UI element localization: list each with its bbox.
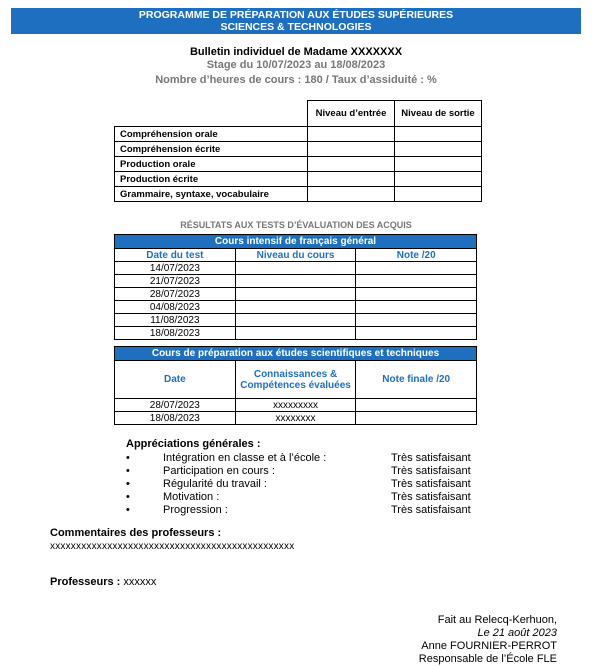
table-row: 11/08/2023 [115, 314, 236, 327]
appreciation-label: Motivation : [163, 491, 220, 503]
table-row: 18/08/2023 [115, 412, 236, 425]
table-row: 18/08/2023 [115, 327, 236, 340]
table-row: 28/07/2023 [115, 399, 236, 412]
comments-text: xxxxxxxxxxxxxxxxxxxxxxxxxxxxxxxxxxxxxxxxxxxxxxx [50, 541, 295, 552]
bullet: • [126, 478, 130, 490]
bullet: • [126, 504, 130, 516]
program-banner [11, 8, 581, 34]
appreciation-value: Très satisfaisant [391, 452, 471, 464]
signature-name: Anne FOURNIER-PERROT [421, 640, 557, 652]
col-date: Date [115, 361, 236, 399]
col-final-grade: Note finale /20 [356, 361, 477, 399]
skill-row-label: Production orale [115, 157, 308, 172]
skill-row-label: Compréhension orale [115, 127, 308, 142]
stage-period: Stage du 10/07/2023 au 18/08/2023 [206, 59, 386, 71]
comments-title: Commentaires des professeurs : [50, 527, 222, 539]
col-entry-level: Niveau d’entrée [308, 101, 395, 127]
bulletin-title: Bulletin individuel de Madame XXXXXXX [189, 46, 403, 58]
skill-row-label: Grammaire, syntaxe, vocabulaire [115, 187, 308, 202]
appreciation-label: Intégration en classe et à l’école : [163, 452, 327, 464]
col-grade: Note /20 [356, 249, 477, 262]
skill-row-label: Production écrite [115, 172, 308, 187]
bullet: • [126, 452, 130, 464]
col-skills: Connaissances & Compétences évaluées [235, 361, 356, 399]
signature-place: Fait au Relecq-Kerhuon, [437, 614, 557, 626]
banner-line-1: PROGRAMME DE PRÉPARATION AUX ÉTUDES SUPÉRIEURES [138, 9, 454, 21]
appreciation-value: Très satisfaisant [391, 504, 471, 516]
hours-attendance: Nombre d’heures de cours : 180 / Taux d’assiduité : % [155, 74, 437, 86]
appreciation-value: Très satisfaisant [391, 491, 471, 503]
general-french-table [114, 234, 477, 340]
signature-date: Le 21 août 2023 [477, 627, 557, 639]
col-exit-level: Niveau de sortie [395, 101, 482, 127]
appreciations-title: Appréciations générales : [126, 438, 261, 450]
results-section-title: RÉSULTATS AUX TESTS D’ÉVALUATION DES ACQUIS [180, 220, 412, 230]
table-row: 14/07/2023 [115, 262, 236, 275]
bullet: • [126, 491, 130, 503]
science-prep-title: Cours de préparation aux études scientifiques et techniques [115, 347, 477, 361]
appreciation-label: Régularité du travail : [163, 478, 267, 490]
appreciation-label: Progression : [163, 504, 228, 516]
table-row: 28/07/2023 [115, 288, 236, 301]
appreciation-value: Très satisfaisant [391, 478, 471, 490]
teachers-line [50, 576, 156, 588]
teachers-value: xxxxxx [123, 576, 157, 588]
levels-table [114, 100, 482, 202]
appreciation-value: Très satisfaisant [391, 465, 471, 477]
general-french-title: Cours intensif de français général [115, 235, 477, 249]
table-row: 04/08/2023 [115, 301, 236, 314]
skill-row-label: Compréhension écrite [115, 142, 308, 157]
science-prep-table: Cours de préparation aux études scientifiques et techniques Date Connaissances & Compétences évaluées Note finale /20 28/07/2023 xxxxxxxxx 18/08/2023 xxxxxxxx [114, 346, 477, 425]
teachers-label: Professeurs : [50, 576, 121, 588]
col-course-level: Niveau du cours [235, 249, 356, 262]
table-row: 21/07/2023 [115, 275, 236, 288]
signature-role: Responsable de l’École FLE [418, 653, 557, 665]
col-test-date: Date du test [115, 249, 236, 262]
bullet: • [126, 465, 130, 477]
appreciation-label: Participation en cours : [163, 465, 275, 477]
banner-line-2: SCIENCES & TECHNOLOGIES [220, 21, 372, 33]
